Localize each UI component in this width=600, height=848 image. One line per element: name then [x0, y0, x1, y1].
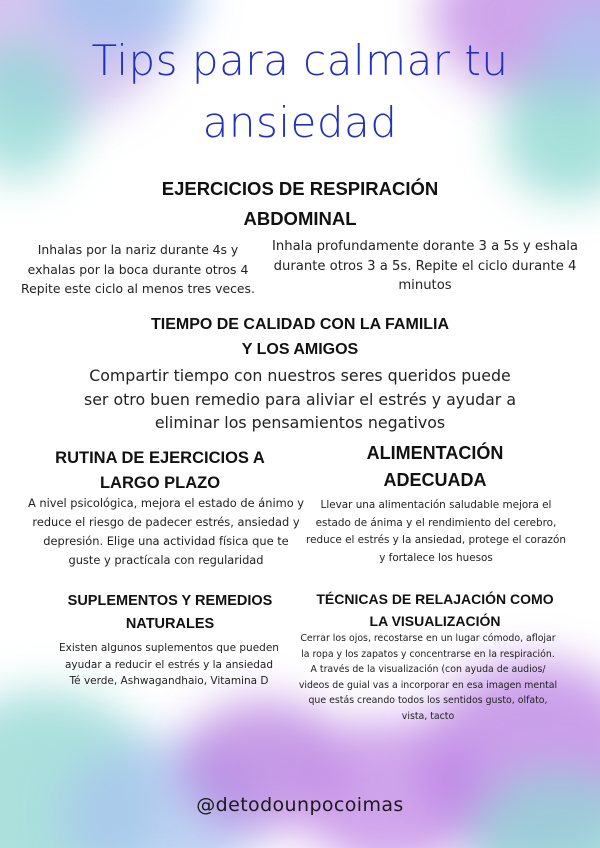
familia-text: Compartir tiempo con nuestros seres queridos puede ser otro buen remedio para aliviar el estrés y ayudar a eliminar los pensamientos negativos [83, 366, 517, 432]
title-line-1: Tips para calmar tu [91, 36, 509, 85]
social-handle: @detodounpocoimas [196, 794, 404, 816]
section-heading-rutina: RUTINA DE EJERCICIOS A LARGO PLAZO [55, 449, 265, 492]
section-heading-suplementos: SUPLEMENTOS Y REMEDIOS NATURALES [67, 593, 273, 632]
suplementos-text: Existen algunos suplementos que pueden ayudar a reducir el estrés y la ansiedad Té verde, Ashwagandhaio, Vitamina D [59, 642, 279, 687]
section-heading-alimentacion: ALIMENTACIÓN ADECUADA [366, 443, 504, 490]
respiracion-text-left: Inhalas por la nariz durante 4s y exhalas por la boca durante otros 4 Repite este ciclo al menos tres veces. [21, 242, 255, 296]
alimentacion-text: Llevar una alimentación saludable mejora el estado de ánima y el rendimiento del cerebro, reduce el estrés y la ansiedad, protege el corazón y fortalece los huesos [306, 499, 566, 564]
section-heading-respiracion: EJERCICIOS DE RESPIRACIÓN ABDOMINAL [161, 178, 439, 229]
respiracion-text-right: Inhala profundamente dorante 3 a 5s y eshala durante otros 3 a 5s. Repite el ciclo durante 4 minutos [271, 239, 579, 293]
rutina-text: A nivel psicológica, mejora el estado de ánimo y reduce el riesgo de padecer estrés, ansiedad y depresión. Elige una actividad física que te guste y practícala con regularidad [27, 496, 305, 567]
section-heading-familia: TIEMPO DE CALIDAD CON LA FAMILIA Y LOS AMIGOS [150, 316, 450, 358]
title-line-2: ansiedad [202, 98, 398, 147]
section-heading-relajacion: TÉCNICAS DE RELAJACIÓN COMO LA VISUALIZACIÓN [316, 591, 554, 629]
relajacion-text: Cerrar los ojos, recostarse en un lugar cómodo, aflojar la ropa y los zapatos y concentrarse en la respiración. A través de la visualización (con ayuda de audios/ videos de guial vas a incorporar en esa imagen mental que estás creando todos los sentidos gusto, olfato, vista, tacto [298, 633, 558, 722]
page-title [0, 30, 600, 154]
